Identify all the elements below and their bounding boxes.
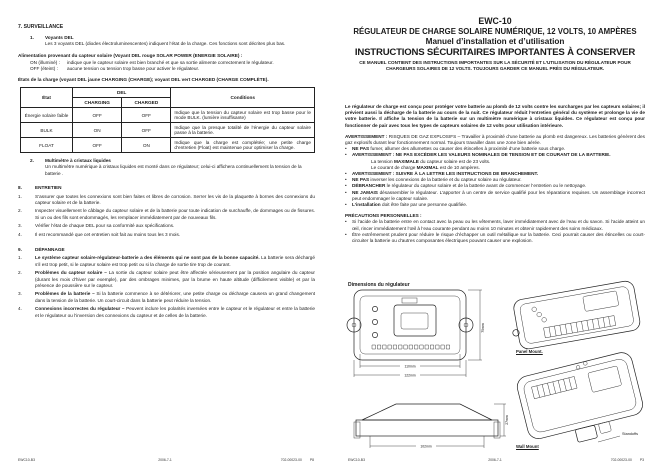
depannage-item [18, 270, 315, 289]
footer-page-number: P3 [639, 458, 644, 462]
col-header-conditions: Conditions [171, 88, 315, 108]
section-7-heading: 7. SURVEILLANCE [18, 24, 64, 30]
model-number: EWC-10 [478, 16, 512, 26]
section-title: DÉPANNAGE [35, 246, 65, 252]
col-header-del: DEL [73, 88, 171, 98]
led-indicator [532, 307, 537, 312]
on-text: indique que le capteur solaire est bien branché et que sa sortie alimente correctement le régulateur. [67, 59, 274, 65]
table-row [21, 108, 315, 123]
item-text: Inspecter visuellement le câblage du capteur solaire et de la batterie pour toute indication de surchauffe, de dommages ou de fissures. Si un ou des fils sont endommagés, les remplacer immédiatement par de nouveaux fils. [35, 208, 315, 220]
body-text-block [345, 104, 645, 244]
warning-text: RISQUES DE GAZ EXPLOSIFS – Travailler à proximité d’une batterie au plomb est dangereux. Les batteries génèrent des gaz explosifs durant leur fonctionnement normal. Toujours travailler dans une zone bien aérée. [345, 133, 645, 146]
bullet-rest: désassembler le régulateur. L’apporter à un centre de service qualifié pour les réparations requises. Un assemblage incorrect peut endommager le capteur solaire. [352, 189, 645, 201]
bullet-dot: • [345, 146, 347, 152]
text-bold: MAXIMAL [416, 164, 439, 170]
heatsink-fins [531, 376, 577, 398]
item-lead: Le système capteur solaire-régulateur-batterie a des éléments qui ne sont pas de la bonne capacité. [35, 255, 260, 261]
section-number: 8. [18, 184, 22, 190]
voyants-del-title: Voyants DEL [45, 35, 74, 40]
voyants-del-item [30, 35, 315, 47]
panel-mount-label: Panel Mount. [516, 349, 543, 354]
dim-front-height: 75mm [481, 323, 485, 333]
precaution-item [345, 219, 645, 231]
footer-date: 2006-7-1 [488, 458, 502, 462]
col-header-etat: État [21, 88, 73, 108]
dim-side-height: 27mm [505, 415, 509, 425]
footer-date: 2006-7-1 [158, 458, 172, 462]
depannage-item [18, 306, 315, 318]
manual-page-right [330, 0, 660, 473]
led-indicator [537, 312, 542, 317]
lcd-display [588, 366, 622, 393]
text: La tension [371, 158, 394, 164]
section-8-heading [18, 185, 315, 191]
section-9-heading [18, 247, 315, 253]
lcd-display [583, 291, 619, 312]
multimetre-title: Multimètre à cristaux liquides [45, 158, 111, 164]
side-view-diagram [348, 394, 510, 452]
item-lead: Problèmes de la batterie – [35, 291, 95, 297]
cell-charged: ON [122, 138, 171, 153]
bullet-lead: AVERTISSEMENT : SUIVRE À LA LETTRE LES INSTRUCTIONS DE BRANCHEMENT. [352, 171, 539, 177]
off-text: aucune tension ou tension trop basse pour activer le régulateur. [67, 65, 200, 71]
cell-etat: FLOAT [21, 138, 73, 153]
multimetre-item [30, 158, 315, 177]
charge-states-table [20, 87, 315, 153]
bullet-lead: NE PAS [352, 146, 370, 152]
manual-subtitle: Manuel d’installation et d’utilisation [425, 37, 565, 47]
bullet-item [345, 190, 645, 202]
dim-front-inner: 110mm [404, 364, 416, 369]
cell-charged: OFF [122, 123, 171, 138]
heatsink-fins [544, 316, 616, 338]
standoffs-label: Standoffs [622, 432, 638, 436]
led-indicator [372, 319, 377, 324]
off-line [30, 66, 315, 72]
item-number: 1. [18, 255, 22, 261]
etats-heading: États de la charge (voyant DEL jaune CHARGING (CHARGE); voyant DEL vert CHARGED (CHARGE COMPLÈTE). [18, 77, 269, 83]
bullet-rest: fumer, allumer des allumettes ou causer des étincelles à proximité d’une batterie sous charge. [369, 146, 566, 152]
text: Le courant de charge [371, 164, 417, 170]
col-header-charged: CHARGED [122, 98, 171, 108]
warning-paragraph [345, 134, 645, 146]
bullet-rest: le régulateur du capteur solaire et de la batterie avant de commencer l’entretien ou le nettoyage. [385, 183, 587, 189]
wall-mount-label: Wall Mount [516, 444, 539, 449]
col-header-charging: CHARGING [73, 98, 122, 108]
item-lead: Connexions incorrectes du régulateur – [35, 306, 125, 312]
item-number: 2. [30, 158, 34, 164]
warning-lead: AVERTISSEMENT : [345, 133, 388, 139]
front-view-diagram [342, 288, 494, 386]
terminal-block [372, 345, 450, 349]
dimensions-heading: Dimensions du régulateur [348, 282, 410, 288]
keep-instructions-heading: INSTRUCTIONS SÉCURITAIRES IMPORTANTES À CONSERVER [354, 47, 636, 59]
text: est de 10 ampères. [438, 164, 480, 170]
precaution-item [345, 232, 645, 244]
panel-mount-diagram [498, 280, 656, 352]
standoff [575, 425, 598, 442]
item-number: 4. [18, 232, 22, 238]
section-title: ENTRETIEN [35, 184, 62, 190]
cell-charging: OFF [73, 138, 122, 153]
footer-part-number: 702-00023-00 [280, 458, 302, 462]
entretien-item [18, 208, 315, 220]
item-rest: Si la batterie commence à se détériorer, une petite charge ou décharge causera un grand changement dans la tension de la batterie. Un court-circuit dans la batterie peut réduire la tension. [35, 291, 316, 303]
cell-conditions: Indique que la tension du capteur solaire est trop basse pour le mode BULK. (lumière insuffisante) [171, 108, 315, 123]
voyants-del-body: Les 3 voyants DEL (diodes électroluminescentes) indiquent l’état de la charge. Ces fonctions sont décrites plus bas. [45, 41, 286, 47]
bullet-dot: • [345, 183, 347, 189]
item-text: Vérifier l’état de chaque DEL pour sa conformité aux spécifications. [35, 223, 175, 229]
footer-doc-code: EWC10-B3 [348, 458, 365, 462]
cell-conditions: Indique que la charge est complétée; une petite charge d’entretien (Float) est maintenue pour optimiser la charge. [171, 138, 315, 153]
item-number: 1. [30, 35, 34, 40]
item-number: 1. [18, 193, 22, 199]
cell-conditions: Indique que la presque totalité de l’énergie du capteur solaire passe à la batterie. [171, 123, 315, 138]
cell-etat: Énergie solaire faible [21, 108, 73, 123]
on-label: ON (illuminé) : [30, 59, 60, 65]
dim-front-outer: 122mm [404, 373, 416, 378]
bullet-dot: • [345, 189, 347, 195]
bullet-dot: • [345, 152, 347, 158]
bullet-lead: DÉBRANCHER [352, 183, 386, 189]
footer-doc-code: EWC10-B3 [18, 458, 35, 462]
item-number: 2. [18, 270, 22, 276]
item-rest: Peuvent inclure les polarités inversées entre le capteur et le régulateur et entre la batterie et le régulateur ou l’inversion des connexions du capteur et de celles de la batterie. [35, 306, 315, 318]
bullet-rest: inverser les connexions de la batterie et du capteur solaire au régulateur. [369, 177, 522, 183]
item-number: 3. [18, 291, 22, 297]
multimetre-body: Un multimètre numérique à cristaux liquides est monté dans ce régulateur; celui-ci affichera continuellement la tension de la batterie . [45, 164, 302, 176]
alim-heading: Alimentation provenant du capteur solaire (Voyant DEL rouge SOLAR POWER (ENERGIE SOLAIRE) : [18, 53, 243, 59]
dim-side-width: 102mm [420, 444, 432, 449]
item-number: 3. [18, 223, 22, 229]
bullet-lead: L’installation [352, 202, 381, 208]
depannage-item [18, 255, 315, 267]
bullet-lead: NE PAS [352, 177, 370, 183]
safety-note: CE MANUEL CONTIENT DES INSTRUCTIONS IMPORTANTES SUR LA SÉCURITÉ ET L’UTILISATION DU RÉGULATEUR POUR CHARGEURS SOLAIRES DE 12 VOLTS. TOUJOURS GARDER CE MANUEL PRÈS DU RÉGULATEUR. [359, 60, 631, 72]
item-number: 4. [18, 306, 22, 312]
precautions-heading: PRÉCAUTIONS PERSONNELLES : [345, 213, 422, 219]
precaution-text: Être extrêmement prudent pour réduire le risque d’échapper un outil métallique sur la batterie. Ceci pourrait causer des étincelles ou court-circuiter la batterie ou d’autres composantes électriques pouvant causer une explosion. [352, 231, 645, 244]
footer-page-number: P8 [309, 458, 314, 462]
item-lead: Problèmes du capteur solaire – [35, 270, 107, 276]
text-bold: MAXIMALE [393, 158, 419, 164]
section-number: 9. [18, 246, 22, 252]
off-label: OFF (éteint) : [30, 65, 58, 71]
product-title: RÉGULATEUR DE CHARGE SOLAIRE NUMÉRIQUE, 12 VOLTS, 10 AMPÈRES [353, 27, 637, 37]
item-text: Il est recommandé que cet entretien soit fait au moins tous les 3 mois. [35, 232, 181, 238]
table-header-row [21, 88, 315, 98]
led-indicator [372, 306, 377, 311]
bullet-rest: doit être faite par une personne qualifiée. [380, 202, 468, 208]
cell-charging: OFF [73, 108, 122, 123]
item-text: S’assurer que toutes les connexions sont bien faites et libres de corrosion. Serrer les vis de la plaquette à bornes des connexions du capteur solaire et de la batterie. [35, 193, 315, 205]
lcd-display [394, 305, 436, 336]
item-number: 2. [18, 208, 22, 214]
bullet-item [345, 202, 645, 208]
table-row [21, 138, 315, 153]
table-row [21, 123, 315, 138]
entretien-item [18, 232, 315, 238]
bullet-dot: • [345, 219, 347, 225]
depannage-item [18, 291, 315, 303]
led-indicator [372, 332, 377, 337]
bullet-dot: • [345, 171, 347, 177]
cell-charged: OFF [122, 108, 171, 123]
bullet-lead: NE JAMAIS [352, 189, 378, 195]
cell-etat: BULK [21, 123, 73, 138]
cell-charging: ON [73, 123, 122, 138]
item-rest: La batterie sera déchargé s’il est trop petit, si le capteur solaire est trop petit ou si la charge de sortie tire trop de courant. [35, 255, 315, 267]
intro-paragraph: Le régulateur de charge est conçu pour protéger votre batterie au plomb de 12 volts contre les surcharges par les capteurs solaires; il prévient aussi la décharge de la batterie au cours de la nuit. Ce régulateur réduit l’entretien général du système et prolonge la vie de votre batterie. Il affiche la tension de la batterie sur un multimètre numérique à cristaux liquides. Ce régulateur est conçu pour fonctionner de pair avec tous les types de capteurs solaires de 12 volts pour utilisation intérieure. [345, 104, 645, 128]
bullet-dot: • [345, 177, 347, 183]
precaution-text: Si l’acide de la batterie entre en contact avec la peau ou les vêtements, laver immédiatement avec de l’eau et du savon. Si l’acide atteint un œil, rincer immédiatement l’œil à l’eau courante pendant au moins 10 minutes et obtenir rapidement des soins médicaux. [352, 219, 645, 231]
bullet-dot: • [345, 231, 347, 237]
led-indicator [541, 317, 546, 322]
bullet-lead: AVERTISSEMENT : NE PAS EXCÉDER LES VALEURS NOMINALES DE TENSION ET DE COURANT DE LA BATTERIE. [352, 152, 611, 158]
entretien-item [18, 194, 315, 206]
entretien-item [18, 223, 315, 229]
text: du capteur solaire est de 23 volts. [418, 158, 491, 164]
title-block [345, 16, 645, 72]
item-rest: La sortie du capteur solaire peut être affectée sérieusement par la position angulaire du capteur (durant les mois d’hiver par exemple), par des ombrages minimes, par la brume en haute altitude (difficilement visible) et par la présence de poussière sur le capteur. [35, 270, 315, 288]
footer-part-number: 702-00023-00 [610, 458, 632, 462]
bullet-dot: • [345, 202, 347, 208]
